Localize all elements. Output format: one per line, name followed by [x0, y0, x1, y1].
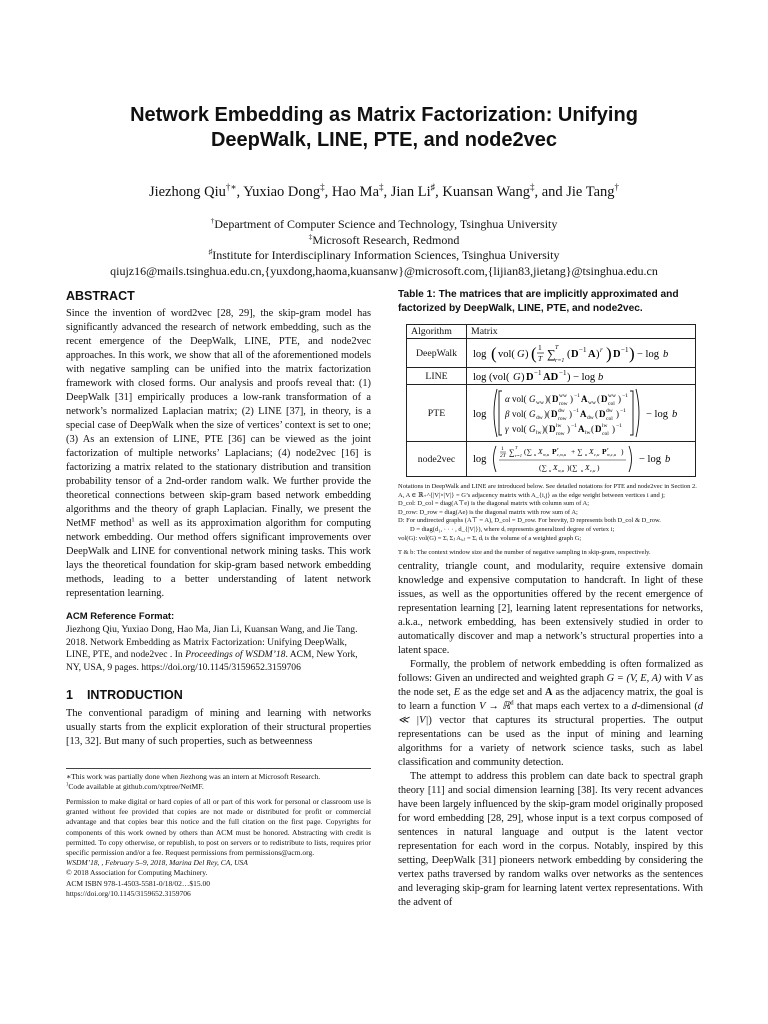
author-separator: ,: [383, 184, 391, 200]
math-graph: G = (V, E, A): [606, 673, 662, 684]
svg-text:): ): [597, 463, 600, 472]
svg-text:A: A: [581, 394, 588, 404]
conference-text: WSDM’18, , February 5–9, 2018, Marina Del Rey, CA, USA: [66, 858, 248, 868]
svg-text:−1: −1: [579, 346, 587, 354]
intro-paragraph-2: [398, 658, 703, 770]
table-note: D = diag(d₁, · · · , d_{|V|}), where dᵢ represents generalized degree of vertex i;: [410, 525, 615, 533]
author-name: Jie Tang: [566, 184, 615, 200]
section-title: INTRODUCTION: [86, 687, 183, 702]
formula-line: [471, 369, 691, 383]
author-separator: ,: [435, 184, 443, 200]
author-mark: †∗: [225, 182, 237, 193]
footnote-mark: 1: [131, 516, 135, 524]
introduction-heading: [66, 687, 371, 703]
author-separator: , and: [534, 184, 567, 200]
table-note: Notations in DeepWalk and LINE are introduced below. See detailed notations for PTE and node2vec in Section 2.: [398, 483, 697, 490]
svg-text:A: A: [578, 424, 585, 434]
intro-paragraph-3: The attempt to address this problem can date back to spectral graph theory [11] and social dimension learning [38]. Its very recent advances have been largely influenced by the skip-gram model originally proposed for word embedding [28, 29], whose input is a text corpus composed of sentences in natural language and output is the latent vector representation for each word in the corpus. Notably, inspired by this setting, DeepWalk [31] pioneers network embedding by considering the vertex paths traversed by random walks over networks as the sentences and leveraging skip-gram for learning latent vertex representations. With the advent of: [398, 771, 703, 908]
svg-text:lw: lw: [585, 430, 591, 436]
author-name: Jiezhong Qiu: [148, 184, 226, 200]
svg-text:X: X: [589, 447, 594, 456]
paper-title: [60, 103, 708, 153]
svg-text:vol(: vol(: [512, 424, 527, 434]
svg-text:c,u: c,u: [590, 468, 596, 473]
svg-text:− log: − log: [639, 454, 661, 465]
svg-text:row: row: [556, 431, 565, 437]
math-superscript: d: [510, 699, 514, 707]
svg-text:lw: lw: [536, 430, 542, 436]
svg-text:): ): [621, 447, 624, 456]
text-run: ) vector that captures its structural properties. The output representations can be used as the input of mining and learning algorithms for a variety of network science tasks, such as label classification and community detection.: [398, 715, 703, 768]
table-row: [407, 385, 696, 442]
math-inequality: d ≪ |V|: [398, 701, 703, 726]
svg-text:dw: dw: [558, 408, 565, 414]
svg-text:A: A: [580, 409, 587, 419]
matrix-formula-deepwalk: [467, 339, 696, 368]
svg-text:−1: −1: [620, 408, 626, 414]
math-vertex-set: V: [685, 673, 692, 684]
author-name: Yuxiao Dong: [243, 184, 321, 200]
svg-text:D: D: [549, 424, 556, 434]
text-run: that maps each vertex to a: [513, 701, 632, 712]
copyright-line: © 2018 Association for Computing Machinery.: [66, 868, 208, 878]
permission-block: [66, 797, 371, 899]
svg-text:(: (: [491, 344, 497, 363]
svg-text:w,u: w,u: [543, 452, 550, 457]
table-notes: [398, 483, 703, 558]
svg-text:D: D: [599, 409, 606, 419]
table-row: [407, 339, 696, 368]
affiliation-mark: ‡: [308, 231, 313, 241]
math-function: V → ℝ: [479, 701, 511, 712]
svg-text:)(: )(: [545, 394, 551, 404]
abstract-body: [66, 307, 371, 601]
svg-text:): ): [570, 394, 573, 404]
svg-text:u: u: [549, 468, 552, 473]
footnote-code: [66, 782, 371, 792]
svg-text:1: 1: [501, 446, 504, 452]
svg-text:AD: AD: [543, 372, 559, 383]
svg-text:vol(: vol(: [498, 349, 515, 360]
svg-text:r=1: r=1: [515, 453, 523, 458]
svg-text:col: col: [602, 431, 609, 437]
column-header-matrix: Matrix: [467, 325, 696, 339]
matrix-formula-pte: [467, 385, 696, 442]
svg-text:row: row: [559, 401, 568, 407]
svg-text:log: log: [473, 409, 487, 420]
svg-text:−1: −1: [571, 423, 577, 429]
svg-text:(: (: [591, 424, 594, 434]
svg-text:) − log: ) − log: [567, 372, 596, 383]
svg-text:(∑: (∑: [524, 447, 532, 456]
svg-text:ww: ww: [588, 400, 596, 406]
svg-text:ww: ww: [536, 400, 544, 406]
svg-text:(∑: (∑: [539, 463, 547, 472]
column-header-algorithm: Algorithm: [407, 325, 467, 339]
svg-text:c,w,u: c,w,u: [557, 452, 567, 457]
svg-text:β: β: [505, 409, 510, 419]
svg-text:log (vol(: log (vol(: [473, 372, 510, 383]
svg-text:P: P: [602, 447, 607, 456]
svg-text:ww: ww: [559, 393, 567, 399]
svg-text:P: P: [552, 447, 557, 456]
table-note: T & b: The context window size and the number of negative sampling in skip-gram, respectively.: [398, 549, 651, 557]
svg-text:vol(: vol(: [512, 394, 527, 404]
matrix-formula-node2vec: [467, 442, 696, 477]
svg-text:∑: ∑: [547, 347, 556, 361]
svg-text:(: (: [595, 409, 598, 419]
math-dimension: d: [631, 701, 637, 712]
svg-text:−1: −1: [573, 408, 579, 414]
svg-text:vol(: vol(: [512, 409, 527, 419]
svg-text:D: D: [613, 349, 621, 360]
svg-text:): ): [569, 409, 572, 419]
table-header-row: [407, 325, 696, 339]
svg-text:− log: − log: [637, 349, 659, 360]
author-mark: ‡: [529, 182, 535, 193]
affiliations: [40, 217, 728, 279]
svg-text:col: col: [606, 416, 613, 422]
svg-text:A: A: [588, 349, 596, 360]
acm-reference-text: [66, 624, 371, 675]
svg-text:γ: γ: [505, 424, 509, 434]
svg-text:): ): [567, 424, 570, 434]
left-column: [66, 288, 371, 749]
affiliation-text: Department of Computer Science and Technology, Tsinghua University: [214, 217, 558, 231]
svg-text:−1: −1: [616, 423, 622, 429]
affiliation-mark: ♯: [208, 247, 213, 256]
svg-text:b: b: [665, 454, 671, 465]
conference-line: [66, 858, 371, 868]
abstract-text: Since the invention of word2vec [28, 29], the skip-gram model has significantly advanced the research of network embedding, such as the recent emergence of the DeepWalk, LINE, PTE, and node2vec approaches. In this work, we show that all of the aforementioned models with negative sampling can be unified into the matrix factorization framework with closed forms. Our analysis and proofs reveal that: (1) DeepWalk [31] empirically produces a low-rank transformation of a network’s normalized Laplacian matrix; (2) LINE [37], in theory, is a special case of DeepWalk when the size of vertices’ context is set to one; (3) As an extension of LINE, PTE [36] can be viewed as the joint factorization of multiple networks’ Laplacians; (4) node2vec [16] is factorizing a matrix related to the stationary distribution and transition probability tensor of a 2nd-order random walk. We further provide the theoretical connections between skip-gram based network embedding algorithms and the theory of graph Laplacian. Finally, we present the NetMF method: [66, 308, 371, 529]
svg-text:ww: ww: [608, 393, 616, 399]
svg-text:(: (: [597, 394, 600, 404]
author-emails: qiujz16@mails.tsinghua.edu.cn,{yuxdong,haoma,kuansanw}@microsoft.com,{lijian83,jietang}@tsinghua.edu.cn: [110, 263, 658, 278]
text-run: Formally, the problem of network embedding is often formalized as follows: Given an undirected and weighted graph: [398, 659, 703, 684]
text-run: as the adjacency matrix, the goal is to learn a function: [398, 687, 703, 712]
svg-text:)(∑: )(∑: [567, 463, 578, 472]
intro-paragraph-1: The conventional paradigm of mining and learning with networks usually starts from the explicit exploration of their structural properties [13, 32]. But many of such properties, such as betweenness: [66, 707, 371, 747]
svg-text:+ ∑: + ∑: [571, 447, 583, 456]
algorithm-cell: node2vec: [407, 442, 467, 477]
affiliation-tsinghua-cs: [40, 217, 728, 233]
footnote-mark: 1: [66, 782, 69, 788]
table-1-caption: Table 1: The matrices that are implicitly approximated and factorized by DeepWalk, LINE, PTE, and node2vec.: [398, 289, 679, 314]
acm-reference-venue: Proceedings of WSDM’18: [185, 649, 286, 661]
author-separator: ,: [324, 184, 332, 200]
svg-text:X: X: [538, 447, 543, 456]
footnote-text: Code available at github.com/xptree/NetMF.: [68, 782, 204, 791]
svg-text:): ): [616, 409, 619, 419]
svg-text:G: G: [529, 409, 536, 419]
svg-text:u: u: [585, 452, 588, 457]
svg-text:D: D: [595, 424, 602, 434]
text-run: with: [661, 673, 686, 684]
author-name: Hao Ma: [331, 184, 380, 200]
acm-reference-heading: ACM Reference Format:: [66, 611, 175, 622]
svg-text:c,u: c,u: [594, 452, 600, 457]
svg-text:): ): [618, 394, 621, 404]
math-edge-set: E: [453, 687, 461, 698]
table-note: D_row: D_row = diag(Ae) is the diagonal matrix with row sum of A;: [398, 508, 578, 516]
svg-text:)(: )(: [544, 409, 550, 419]
table-note: A, A ∈ ℝ₊^{|V|×|V|} = G’s adjacency matrix with A_{i,j} as the edge weight between vertices i and j;: [398, 491, 665, 499]
affiliation-text: Institute for Interdisciplinary Information Sciences, Tsinghua University: [212, 248, 560, 262]
matrix-formula-line: [467, 368, 696, 385]
affiliation-msr: [40, 233, 728, 249]
algorithm-cell: DeepWalk: [407, 339, 467, 368]
svg-text:−1: −1: [534, 369, 542, 377]
svg-text:−1: −1: [621, 346, 629, 354]
svg-text:b: b: [663, 349, 669, 360]
algorithm-cell: LINE: [407, 368, 467, 385]
svg-text:)(: )(: [542, 424, 548, 434]
svg-text:w,c,u: w,c,u: [607, 452, 617, 457]
svg-text:r: r: [557, 446, 559, 451]
svg-text:): ): [596, 349, 600, 360]
svg-text:D: D: [551, 409, 558, 419]
author-name: Jian Li: [390, 184, 431, 200]
acm-reference-part: . ACM, New York, NY, USA, 9 pages. https://doi.org/10.1145/3159652.3159706: [66, 649, 358, 674]
svg-text:r=1: r=1: [555, 358, 565, 364]
svg-text:col: col: [608, 401, 615, 407]
svg-text:−1: −1: [559, 369, 567, 377]
section-number: 1: [66, 687, 73, 702]
svg-text:1: 1: [538, 343, 542, 352]
author-name: Kuansan Wang: [442, 184, 530, 200]
svg-text:2T: 2T: [500, 453, 506, 459]
author-mark: †: [614, 182, 620, 193]
formula-pte: [471, 386, 691, 440]
svg-text:lw: lw: [602, 423, 608, 429]
svg-text:): ): [525, 349, 529, 360]
affiliation-mark: †: [210, 216, 215, 225]
svg-text:−1: −1: [622, 393, 628, 399]
svg-text:−1: −1: [574, 393, 580, 399]
author-mark: ‡: [320, 182, 325, 193]
abstract-text: as well as its approximation algorithm for computing network embedding. Our method offers significant improvements over DeepWalk and LINE for conventional network mining tasks. This work lays the theoretical foundation for skip-gram based network embedding methods, leading to a better understanding of latent network representation learning.: [66, 518, 371, 599]
table-note: D_col: D_col = diag(A⊤e) is the diagonal matrix with column sum of A;: [398, 500, 590, 508]
svg-text:r: r: [607, 446, 609, 451]
svg-text:∑: ∑: [509, 448, 515, 457]
svg-text:G: G: [529, 394, 536, 404]
abstract-heading: ABSTRACT: [66, 289, 135, 303]
text-run: as the node set,: [398, 673, 703, 698]
svg-text:X: X: [553, 463, 558, 472]
svg-text:): ): [606, 344, 612, 363]
svg-text:u: u: [534, 452, 537, 457]
svg-text:T: T: [555, 345, 559, 351]
isbn-line: ACM ISBN 978-1-4503-5581-0/18/02…$15.00: [66, 878, 210, 888]
svg-text:w,u: w,u: [558, 468, 565, 473]
text-run: -dimensional (: [636, 701, 698, 712]
permission-text: Permission to make digital or hard copies of all or part of this work for personal or classroom use is granted without fee provided that copies are not made or distributed for profit or commercial advantage and that copies bear this notice and the full citation on the first page. Copyrights for components of this work owned by others than ACM must be honored. Abstracting with credit is permitted. To copy otherwise, or republish, to post on servers or to redistribute to lists, requires prior specific permission and/or a fee. Request permissions from permissions@acm.org.: [66, 797, 371, 858]
doi-line: https://doi.org/10.1145/3159652.3159706: [66, 888, 191, 898]
author-mark: ♯: [430, 182, 436, 193]
svg-text:G: G: [529, 424, 536, 434]
author-separator: ,: [236, 184, 244, 200]
title-line-1: Network Embedding as Matrix Factorization: Unifying: [130, 104, 638, 126]
svg-text:): ): [612, 424, 615, 434]
footnote-internship: ∗This work was partially done when Jiezhong was an intern at Microsoft Research.: [66, 772, 321, 781]
table-note: D: For undirected graphs (A⊤ = A), D_col = D_row. For brevity, D represents both D_col & D_row.: [398, 517, 661, 525]
table-row: [407, 442, 696, 477]
author-mark: ‡: [379, 182, 384, 193]
formula-node2vec: [471, 443, 691, 475]
svg-text:lw: lw: [556, 423, 562, 429]
right-column: [398, 288, 703, 558]
matrix-table: [406, 324, 696, 477]
svg-text:(: (: [567, 349, 571, 360]
svg-text:T: T: [515, 445, 518, 450]
svg-text:r: r: [600, 346, 603, 354]
svg-text:D: D: [571, 349, 579, 360]
svg-text:log: log: [473, 349, 487, 360]
acm-reference-part: Jiezhong Qiu, Yuxiao Dong, Hao Ma, Jian Li, Kuansan Wang, and Jie Tang. 2018. Network Embedding as Matrix Factorization: Unifying DeepWalk, LINE, PTE, and node2vec . In: [66, 624, 358, 661]
text-run: as the edge set and: [460, 687, 546, 698]
svg-text:− log: − log: [646, 409, 668, 420]
author-list: [40, 183, 728, 201]
svg-text:): ): [521, 372, 525, 383]
svg-text:b: b: [598, 372, 604, 383]
svg-text:T: T: [538, 354, 543, 363]
svg-text:dw: dw: [536, 415, 543, 421]
affiliation-iiis: [40, 248, 728, 264]
svg-text:G: G: [513, 372, 521, 383]
table-note: vol(G): vol(G) = Σᵢ Σⱼ Aᵢ,ⱼ = Σᵢ dᵢ is the volume of a weighted graph G;: [398, 534, 582, 542]
formula-deepwalk: [471, 340, 691, 366]
svg-text:D: D: [601, 394, 608, 404]
intro-paragraph-1-continued: centrality, triangle count, and modularity, require extensive domain knowledge and expensive computation to handcraft. In light of these issues, as well as the opportunities offered by the recent emergence of representation learning [2], learning latent representations for networks, a.k.a., network embedding, has been extensively studied in order to automatically discover and map a network’s structural properties into a latent space.: [398, 561, 703, 656]
svg-text:G: G: [517, 349, 525, 360]
svg-text:dw: dw: [587, 415, 594, 421]
svg-text:D: D: [526, 372, 534, 383]
svg-text:u: u: [581, 468, 584, 473]
affiliation-text: Microsoft Research, Redmond: [312, 232, 460, 247]
footnotes: [66, 768, 371, 792]
svg-text:log: log: [473, 454, 487, 465]
title-line-2: DeepWalk, LINE, PTE, and node2vec: [210, 129, 557, 151]
table-row: [407, 368, 696, 385]
svg-text:): ): [629, 344, 635, 363]
svg-text:(: (: [531, 344, 537, 363]
svg-text:row: row: [558, 416, 567, 422]
math-adjacency: A: [545, 687, 553, 698]
svg-text:X: X: [585, 463, 590, 472]
svg-text:dw: dw: [606, 408, 613, 414]
algorithm-cell: PTE: [407, 385, 467, 442]
svg-text:α: α: [505, 394, 510, 404]
right-column-text: [398, 560, 703, 910]
svg-text:b: b: [672, 409, 678, 420]
svg-text:D: D: [552, 394, 559, 404]
